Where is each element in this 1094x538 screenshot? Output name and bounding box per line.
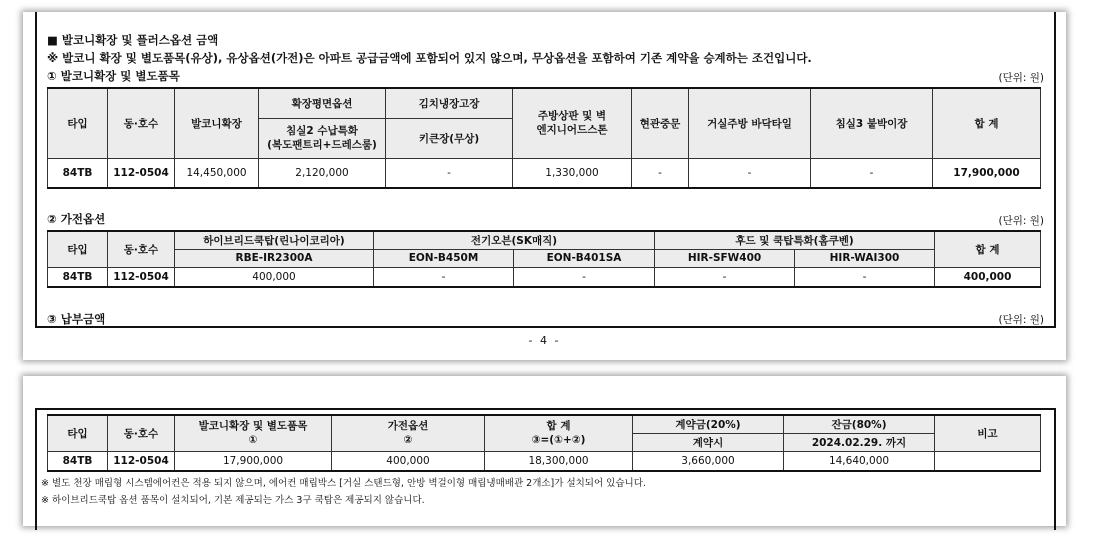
th-appliance-total: 가전옵션 ② [332, 415, 485, 451]
page-frame [35, 408, 1056, 530]
table-row [48, 267, 1041, 287]
th-hood-model-1: HIR-SFW400 [655, 249, 795, 267]
th-hood-model-2: HIR-WAI300 [795, 249, 935, 267]
cell-balcony: 14,450,000 [175, 158, 259, 188]
cell-living-floor: - [689, 158, 811, 188]
th-balance-sub: 2024.02.29. 까지 [784, 433, 935, 451]
cell-unit-no: 112-0504 [108, 267, 175, 287]
document-page-4 [23, 12, 1066, 360]
th-total: 합 계 [933, 88, 1041, 158]
table1-title: ① 발코니확장 및 별도품목 [47, 69, 180, 83]
th-balcony-total: 발코니확장 및 별도품목 ① [175, 415, 332, 451]
cell-appliance-total: 400,000 [332, 451, 485, 471]
cell-bedroom3: - [811, 158, 933, 188]
cell-cooktop: 400,000 [175, 267, 374, 287]
th-living-floor: 거실주방 바닥타일 [689, 88, 811, 158]
unit-label-3: (단위: 원) [998, 314, 1044, 326]
th-grand-total: 합 계 ③=(①+②) [485, 415, 633, 451]
cell-unit-no: 112-0504 [108, 158, 175, 188]
th-kimchi: 김치냉장고장 [386, 88, 513, 118]
cell-oven-1: - [374, 267, 514, 287]
cell-kimchi: - [386, 158, 513, 188]
th-kitchen: 주방상판 및 벽 엔지니어드스톤 [513, 88, 632, 158]
notice-text: ※ 발코니 확장 및 별도품목(유상), 유상옵션(가전)은 아파트 공급금액에 포함되어 있지 않으며, 무상옵션을 포함하여 기존 계약을 승계하는 조건입니다. [47, 51, 812, 65]
cell-oven-2: - [514, 267, 655, 287]
th-remark: 비고 [935, 415, 1041, 451]
cell-balance: 14,640,000 [784, 451, 935, 471]
cell-entrance: - [632, 158, 689, 188]
cell-deposit: 3,660,000 [633, 451, 784, 471]
page-number: - 4 - [528, 334, 561, 347]
th-bedroom3: 침실3 붙박이장 [811, 88, 933, 158]
cell-grand-total: 18,300,000 [485, 451, 633, 471]
th-kimchi-sub: 키큰장(무상) [386, 118, 513, 158]
th-deposit: 계약금(20%) [633, 415, 784, 433]
th-oven: 전기오븐(SK매직) [374, 231, 655, 249]
th-unit-no: 동·호수 [108, 88, 175, 158]
th-balance: 잔금(80%) [784, 415, 935, 433]
cell-total: 17,900,000 [933, 158, 1041, 188]
th-oven-model-1: EON-B450M [374, 249, 514, 267]
th-deposit-sub: 계약시 [633, 433, 784, 451]
cell-hood-1: - [655, 267, 795, 287]
th-entrance: 현관중문 [632, 88, 689, 158]
appliance-table [47, 230, 1041, 288]
cell-remark [935, 451, 1041, 471]
th-type: 타입 [48, 415, 108, 451]
cell-balcony-total: 17,900,000 [175, 451, 332, 471]
page-frame [35, 12, 1056, 328]
cell-unit-no: 112-0504 [108, 451, 175, 471]
unit-label-2: (단위: 원) [998, 215, 1044, 227]
cell-expansion: 2,120,000 [259, 158, 386, 188]
th-oven-model-2: EON-B401SA [514, 249, 655, 267]
th-hood: 후드 및 쿡탑특화(홈쿠벤) [655, 231, 935, 249]
th-expansion: 확장평면옵션 [259, 88, 386, 118]
balcony-table [47, 87, 1041, 189]
unit-label-1: (단위: 원) [998, 72, 1044, 84]
note-cooktop: ※ 하이브리드쿡탑 옵션 품목이 설치되어, 기본 제공되는 가스 3구 쿡탑은 제공되지 않습니다. [41, 495, 425, 506]
cell-kitchen: 1,330,000 [513, 158, 632, 188]
table-row [48, 451, 1041, 471]
payment-table [47, 414, 1041, 472]
cell-hood-2: - [795, 267, 935, 287]
note-aircon: ※ 별도 천장 매립형 시스템에어컨은 적용 되지 않으며, 에어컨 매립박스 [거실 스탠드형, 안방 벽걸이형 매립냉매배관 2개소]가 설치되어 있습니다. [41, 478, 646, 489]
section-title: ■ 발코니확장 및 플러스옵션 금액 [47, 33, 219, 47]
table3-title: ③ 납부금액 [47, 312, 106, 326]
th-unit-no: 동·호수 [108, 415, 175, 451]
cell-type: 84TB [48, 267, 108, 287]
table-row [48, 158, 1041, 188]
cell-total: 400,000 [935, 267, 1041, 287]
th-expansion-sub: 침실2 수납특화 (복도팬트리+드레스룸) [259, 118, 386, 158]
th-balcony: 발코니확장 [175, 88, 259, 158]
th-type: 타입 [48, 88, 108, 158]
th-unit-no: 동·호수 [108, 231, 175, 267]
th-total: 합 계 [935, 231, 1041, 267]
document-page-5 [23, 376, 1066, 526]
th-type: 타입 [48, 231, 108, 267]
table2-title: ② 가전옵션 [47, 212, 106, 226]
cell-type: 84TB [48, 158, 108, 188]
th-cooktop: 하이브리드쿡탑(린나이코리아) [175, 231, 374, 249]
th-cooktop-model: RBE-IR2300A [175, 249, 374, 267]
cell-type: 84TB [48, 451, 108, 471]
